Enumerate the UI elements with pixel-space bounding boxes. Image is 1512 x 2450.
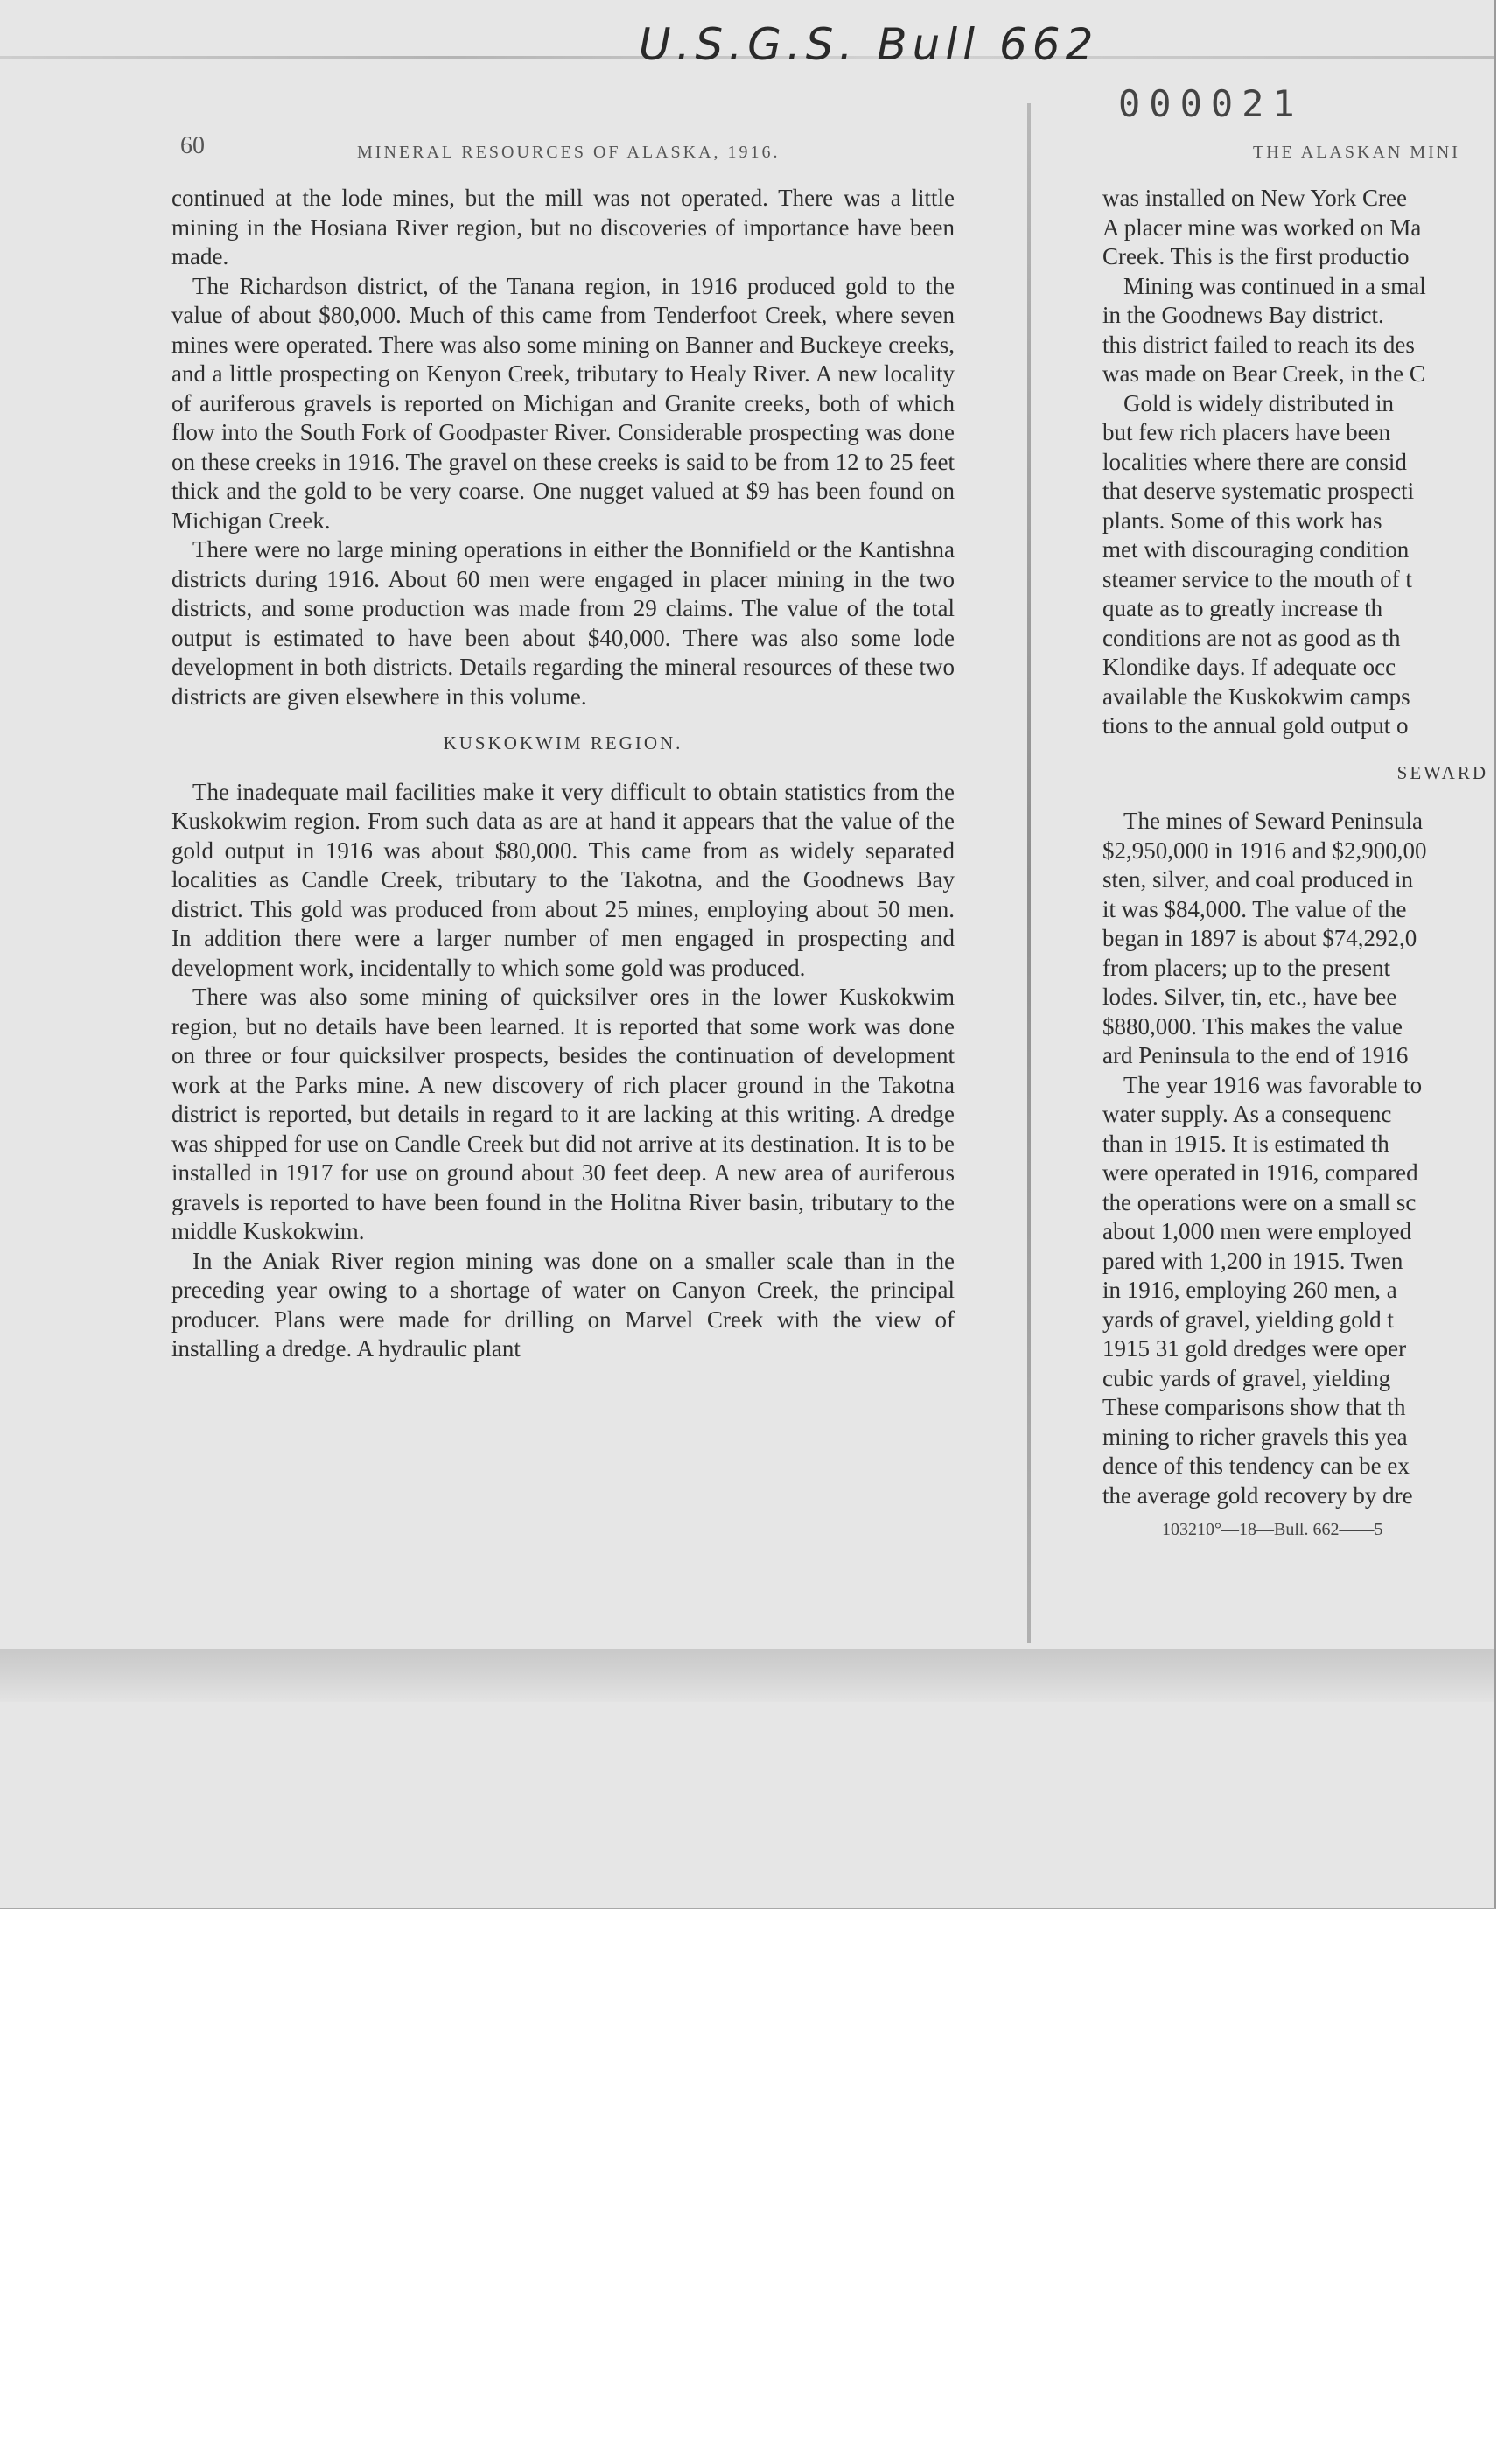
text-line: but few rich placers have been bbox=[1102, 419, 1391, 445]
page-number: 60 bbox=[180, 132, 205, 159]
text-line: 1915 31 gold dredges were oper bbox=[1102, 1335, 1407, 1362]
text-line: These comparisons show that th bbox=[1102, 1394, 1406, 1420]
text-line: sten, silver, and coal produced in bbox=[1102, 866, 1414, 892]
text-line: mining to richer gravels this yea bbox=[1102, 1423, 1408, 1450]
text-line: in 1916, employing 260 men, a bbox=[1102, 1277, 1397, 1303]
paragraph: There were no large mining operations in either the Bonnifield or the Kantishna districts during 1916. About 60 men were engaged in placer mining in the two districts, and some production was made from 29 claims. The value of the total output is estimated to have been about $40,000. There was also some lode development in both districts. Details regarding the mineral resources of these two districts are given elsewhere in this volume. bbox=[172, 536, 955, 710]
text-line: $880,000. This makes the value bbox=[1102, 1012, 1403, 1040]
section-heading: SEWARD bbox=[1396, 761, 1488, 783]
text-line: that deserve systematic prospecti bbox=[1102, 478, 1415, 504]
handwritten-note: U.S.G.S. Bull 662 bbox=[639, 19, 1099, 70]
text-line: the average gold recovery by dre bbox=[1102, 1481, 1413, 1508]
paragraph: The inadequate mail facilities make it very difficult to obtain statistics from the Kuskokwim region. From such data as are at hand it appears that the value of the gold output in 1916 was about $80,000. This came from as widely separated localities as Candle Creek, tributary to the Takotna, and the Goodnews Bay district. This gold was produced from about 25 mines, employing about 50 men. In addition there were a larger number of men engaged in prospecting and development work, incidentally to which some gold was produced. bbox=[172, 778, 955, 981]
running-title: MINERAL RESOURCES OF ALASKA, 1916. bbox=[357, 143, 780, 162]
text-line: quate as to greatly increase th bbox=[1102, 595, 1383, 621]
paragraph: In the Aniak River region mining was done on a smaller scale than in the preceding year owing to a shortage of water on Canyon Creek, the principal producer. Plans were made for drilling on Marvel Creek with the view of installing a dredge. A hydraulic plant bbox=[172, 1247, 955, 1362]
text-line: Gold is widely distributed in bbox=[1124, 389, 1394, 416]
text-line: this district failed to reach its des bbox=[1102, 331, 1415, 358]
text-line: steamer service to the mouth of t bbox=[1102, 565, 1412, 592]
text-line: A placer mine was worked on Ma bbox=[1102, 214, 1422, 241]
text-line: available the Kuskokwim camps bbox=[1102, 682, 1410, 710]
text-line: Klondike days. If adequate occ bbox=[1102, 654, 1396, 680]
text-line: lodes. Silver, tin, etc., have bee bbox=[1102, 984, 1397, 1010]
text-line: began in 1897 is about $74,292,0 bbox=[1102, 925, 1418, 951]
text-line: was made on Bear Creek, in the C bbox=[1102, 360, 1425, 387]
left-page-header bbox=[172, 131, 955, 164]
left-page bbox=[172, 131, 955, 1364]
text-line: conditions are not as good as th bbox=[1102, 624, 1401, 651]
text-line: it was $84,000. The value of the bbox=[1102, 895, 1407, 922]
document-stamp-number: 000021 bbox=[1118, 82, 1304, 125]
page-bottom-shadow bbox=[0, 1649, 1494, 1702]
right-page-clip bbox=[1102, 131, 1494, 1545]
text-line: water supply. As a consequenc bbox=[1102, 1101, 1392, 1127]
text-line: pared with 1,200 in 1915. Twen bbox=[1102, 1247, 1404, 1274]
text-line: than in 1915. It is estimated th bbox=[1102, 1130, 1390, 1157]
right-page bbox=[1102, 131, 1496, 1545]
text-line: yards of gravel, yielding gold t bbox=[1102, 1306, 1394, 1333]
text-line: The mines of Seward Peninsula bbox=[1124, 808, 1423, 834]
text-line: were operated in 1916, compared bbox=[1102, 1159, 1418, 1186]
footer-printing-code: 103210°—18—Bull. 662——5 bbox=[1162, 1520, 1383, 1539]
right-page-text-after-heading bbox=[1102, 807, 1494, 1510]
text-line: The year 1916 was favorable to bbox=[1124, 1071, 1423, 1098]
right-page-text-before-heading bbox=[1102, 184, 1494, 741]
right-page-header bbox=[1102, 131, 1494, 164]
text-line: about 1,000 men were employed bbox=[1102, 1218, 1412, 1244]
text-line: from placers; up to the present bbox=[1102, 954, 1391, 981]
text-line: dence of this tendency can be ex bbox=[1102, 1452, 1410, 1479]
text-line: tions to the annual gold output o bbox=[1102, 712, 1409, 738]
text-line: Creek. This is the first productio bbox=[1102, 243, 1410, 270]
paragraph: The Richardson district, of the Tanana region, in 1916 produced gold to the value of about $80,000. Much of this came from Tenderfoot Creek, where seven mines were operated. There was also some mining on Banner and Buckeye creeks, and a little prospecting on Kenyon Creek, tributary to Healy River. A new locality of auriferous gravels is reported on Michigan and Granite creeks, both of which flow into the South Fork of Goodpaster River. Considerable prospecting was done on these creeks in 1916. The gravel on these creeks is said to be from 12 to 25 feet thick and the gold to be very coarse. One nugget valued at $9 has been found on Michigan Creek. bbox=[172, 272, 955, 534]
page-gutter-divider bbox=[1027, 103, 1031, 1643]
text-line: Mining was continued in a smal bbox=[1124, 272, 1426, 299]
paragraph: There was also some mining of quicksilver ores in the lower Kuskokwim region, but no details have been learned. It is reported that some work was done on three or four quicksilver prospects, besides the continuation of development work at the Parks mine. A new discovery of rich placer ground in the Takotna district is reported, but details in regard to it are lacking at this writing. A dredge was shipped for use on Candle Creek but did not arrive at its destination. It is to be installed in 1917 for use on ground about 30 feet deep. A new area of auriferous gravels is reported to have been found in the Holitna River basin, tributary to the middle Kuskokwim. bbox=[172, 984, 955, 1244]
text-line: in the Goodnews Bay district. bbox=[1102, 302, 1384, 328]
text-line: plants. Some of this work has bbox=[1102, 507, 1382, 534]
text-line: was installed on New York Cree bbox=[1102, 185, 1407, 211]
paragraph: continued at the lode mines, but the mill was not operated. There was a little mining in the Hosiana River region, but no discoveries of importance have been made. bbox=[172, 185, 955, 270]
text-line: localities where there are consid bbox=[1102, 448, 1407, 475]
section-heading: KUSKOKWIM REGION. bbox=[443, 732, 683, 753]
text-line: met with discouraging condition bbox=[1102, 536, 1410, 563]
text-line: ard Peninsula to the end of 1916 bbox=[1102, 1042, 1409, 1068]
text-line: the operations were on a small sc bbox=[1102, 1188, 1417, 1215]
text-line: cubic yards of gravel, yielding bbox=[1102, 1364, 1391, 1391]
running-title: THE ALASKAN MINI bbox=[1253, 143, 1460, 162]
text-line: $2,950,000 in 1916 and $2,900,00 bbox=[1102, 836, 1427, 864]
